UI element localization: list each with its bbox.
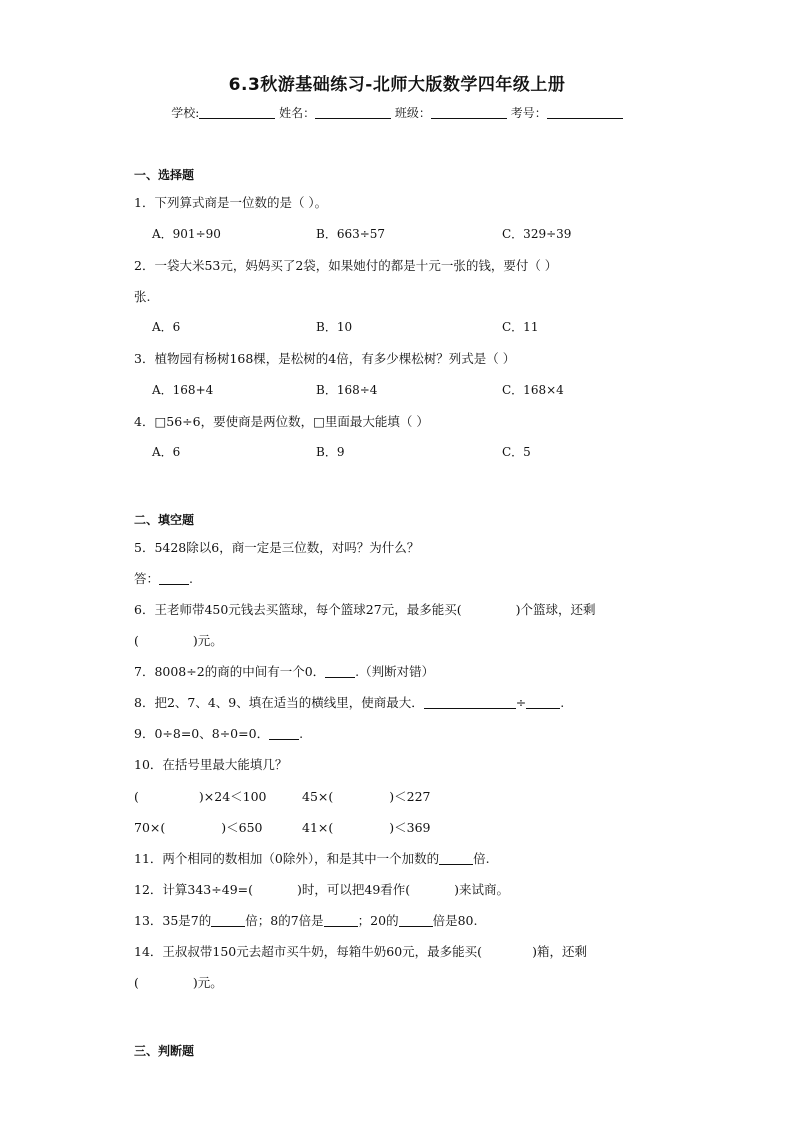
q10-r1a-right: )×24＜100 xyxy=(198,789,267,804)
q11-text-1: 11．两个相同的数相加（0除外），和是其中一个加数的 xyxy=(134,851,440,866)
q10-r1b-left: 45×( xyxy=(302,789,334,804)
q3-option-c[interactable]: C．168×4 xyxy=(502,383,564,397)
question-8 xyxy=(134,693,564,711)
q13-text-4: 倍是80. xyxy=(432,913,478,928)
q9-text-2: . xyxy=(299,726,304,741)
q3-option-a[interactable]: A．168+4 xyxy=(152,383,214,397)
q10-row2-a xyxy=(134,818,263,836)
q8-blank-dividend[interactable] xyxy=(424,696,516,709)
q13-blank-2[interactable] xyxy=(324,914,358,927)
question-2-line1: 2．一袋大米53元，妈妈买了2袋，如果她付的都是十元一张的钱，要付（ ） xyxy=(134,258,558,273)
q13-blank-1[interactable] xyxy=(211,914,245,927)
section-heading-choice: 一、选择题 xyxy=(134,168,195,182)
question-5: 5．5428除以6，商一定是三位数，对吗？为什么？ xyxy=(134,540,420,555)
q8-text-3: . xyxy=(560,695,565,710)
q6-text-1: 6．王老师带450元钱去买篮球，每个篮球27元，最多能买( xyxy=(134,602,462,617)
q10-r2a-right: )＜650 xyxy=(221,820,263,835)
q9-text-1: 9．0÷8=0、8÷0=0． xyxy=(134,726,270,741)
student-info-line xyxy=(0,104,794,121)
class-label: 班级： xyxy=(394,106,431,120)
q13-text-1: 13．35是7的 xyxy=(134,913,212,928)
q8-blank-divisor[interactable] xyxy=(526,696,560,709)
q10-row2-b xyxy=(302,818,431,836)
section-heading-judge: 三、判断题 xyxy=(134,1044,195,1058)
q2-option-a[interactable]: A．6 xyxy=(152,320,181,334)
answer-prefix: 答： xyxy=(134,571,160,586)
question-3: 3．植物园有杨树168棵，是松树的4倍，有多少棵松树？列式是（ ） xyxy=(134,351,516,366)
question-13 xyxy=(134,911,477,929)
class-blank[interactable] xyxy=(431,106,507,119)
question-4: 4．□56÷6，要使商是两位数，□里面最大能填（ ） xyxy=(134,414,429,429)
question-10: 10．在括号里最大能填几？ xyxy=(134,757,288,772)
q14-text-1: 14．王叔叔带150元去超市买牛奶，每箱牛奶60元，最多能买( xyxy=(134,944,483,959)
q10-r1a-left: ( xyxy=(134,789,139,804)
q10-row1-b xyxy=(302,787,431,805)
page-title: 6.3秋游基础练习-北师大版数学四年级上册 xyxy=(228,75,566,95)
q5-suffix: . xyxy=(189,571,193,586)
q4-option-a[interactable]: A．6 xyxy=(152,445,181,459)
q7-text-2: .（判断对错） xyxy=(355,664,435,679)
question-5-answer xyxy=(134,569,193,587)
q6-text-2: )个篮球，还剩 xyxy=(515,602,596,617)
school-blank[interactable] xyxy=(199,106,275,119)
question-1: 1．下列算式商是一位数的是（ ）。 xyxy=(134,195,328,210)
q13-blank-3[interactable] xyxy=(399,914,433,927)
q1-option-b[interactable]: B．663÷57 xyxy=(316,227,386,241)
q12-text-2: )时，可以把49看作( xyxy=(297,882,411,897)
q4-option-c[interactable]: C．5 xyxy=(502,445,531,459)
q10-r2b-left: 41×( xyxy=(302,820,334,835)
q13-text-3: ；20的 xyxy=(357,913,399,928)
q10-r2a-left: 70×( xyxy=(134,820,166,835)
q6-text-4: )元。 xyxy=(192,633,223,648)
q2-option-c[interactable]: C．11 xyxy=(502,320,539,334)
question-7 xyxy=(134,662,434,680)
q10-r1b-right: )＜227 xyxy=(389,789,431,804)
q1-option-a[interactable]: A．901÷90 xyxy=(152,227,221,241)
q5-answer-blank[interactable] xyxy=(159,572,189,585)
section-heading-fill: 二、填空题 xyxy=(134,513,195,527)
q11-text-2: 倍. xyxy=(473,851,490,866)
question-14-line1 xyxy=(134,942,587,960)
q14-text-4: )元。 xyxy=(192,975,223,990)
exam-no-label: 考号： xyxy=(510,106,547,120)
question-14-line2 xyxy=(134,973,223,991)
exam-no-blank[interactable] xyxy=(547,106,623,119)
q1-option-c[interactable]: C．329÷39 xyxy=(502,227,572,241)
q7-text-1: 7．8008÷2的商的中间有一个0． xyxy=(134,664,326,679)
question-12 xyxy=(134,880,509,898)
question-6-line1 xyxy=(134,600,596,618)
q12-text-1: 12．计算343÷49=( xyxy=(134,882,253,897)
question-11 xyxy=(134,849,490,867)
q8-text-1: 8．把2、7、4、9、填在适当的横线里，使商最大． xyxy=(134,695,424,710)
q11-blank[interactable] xyxy=(439,852,473,865)
q8-divide-sign: ÷ xyxy=(515,695,527,710)
q12-text-3: )来试商。 xyxy=(454,882,510,897)
q3-option-b[interactable]: B．168÷4 xyxy=(316,383,378,397)
q14-text-3: ( xyxy=(134,975,139,990)
question-6-line2 xyxy=(134,631,223,649)
question-2-line2: 张. xyxy=(134,289,151,304)
question-9 xyxy=(134,724,303,742)
q10-row1-a xyxy=(134,787,267,805)
name-label: 姓名： xyxy=(279,106,316,120)
q14-text-2: )箱，还剩 xyxy=(532,944,587,959)
school-label: 学校: xyxy=(171,106,200,120)
q9-blank[interactable] xyxy=(269,727,299,740)
q10-r2b-right: )＜369 xyxy=(389,820,431,835)
q6-text-3: ( xyxy=(134,633,139,648)
name-blank[interactable] xyxy=(315,106,391,119)
q2-option-b[interactable]: B．10 xyxy=(316,320,353,334)
q13-text-2: 倍；8的7倍是 xyxy=(245,913,324,928)
q4-option-b[interactable]: B．9 xyxy=(316,445,345,459)
q7-blank[interactable] xyxy=(325,665,355,678)
